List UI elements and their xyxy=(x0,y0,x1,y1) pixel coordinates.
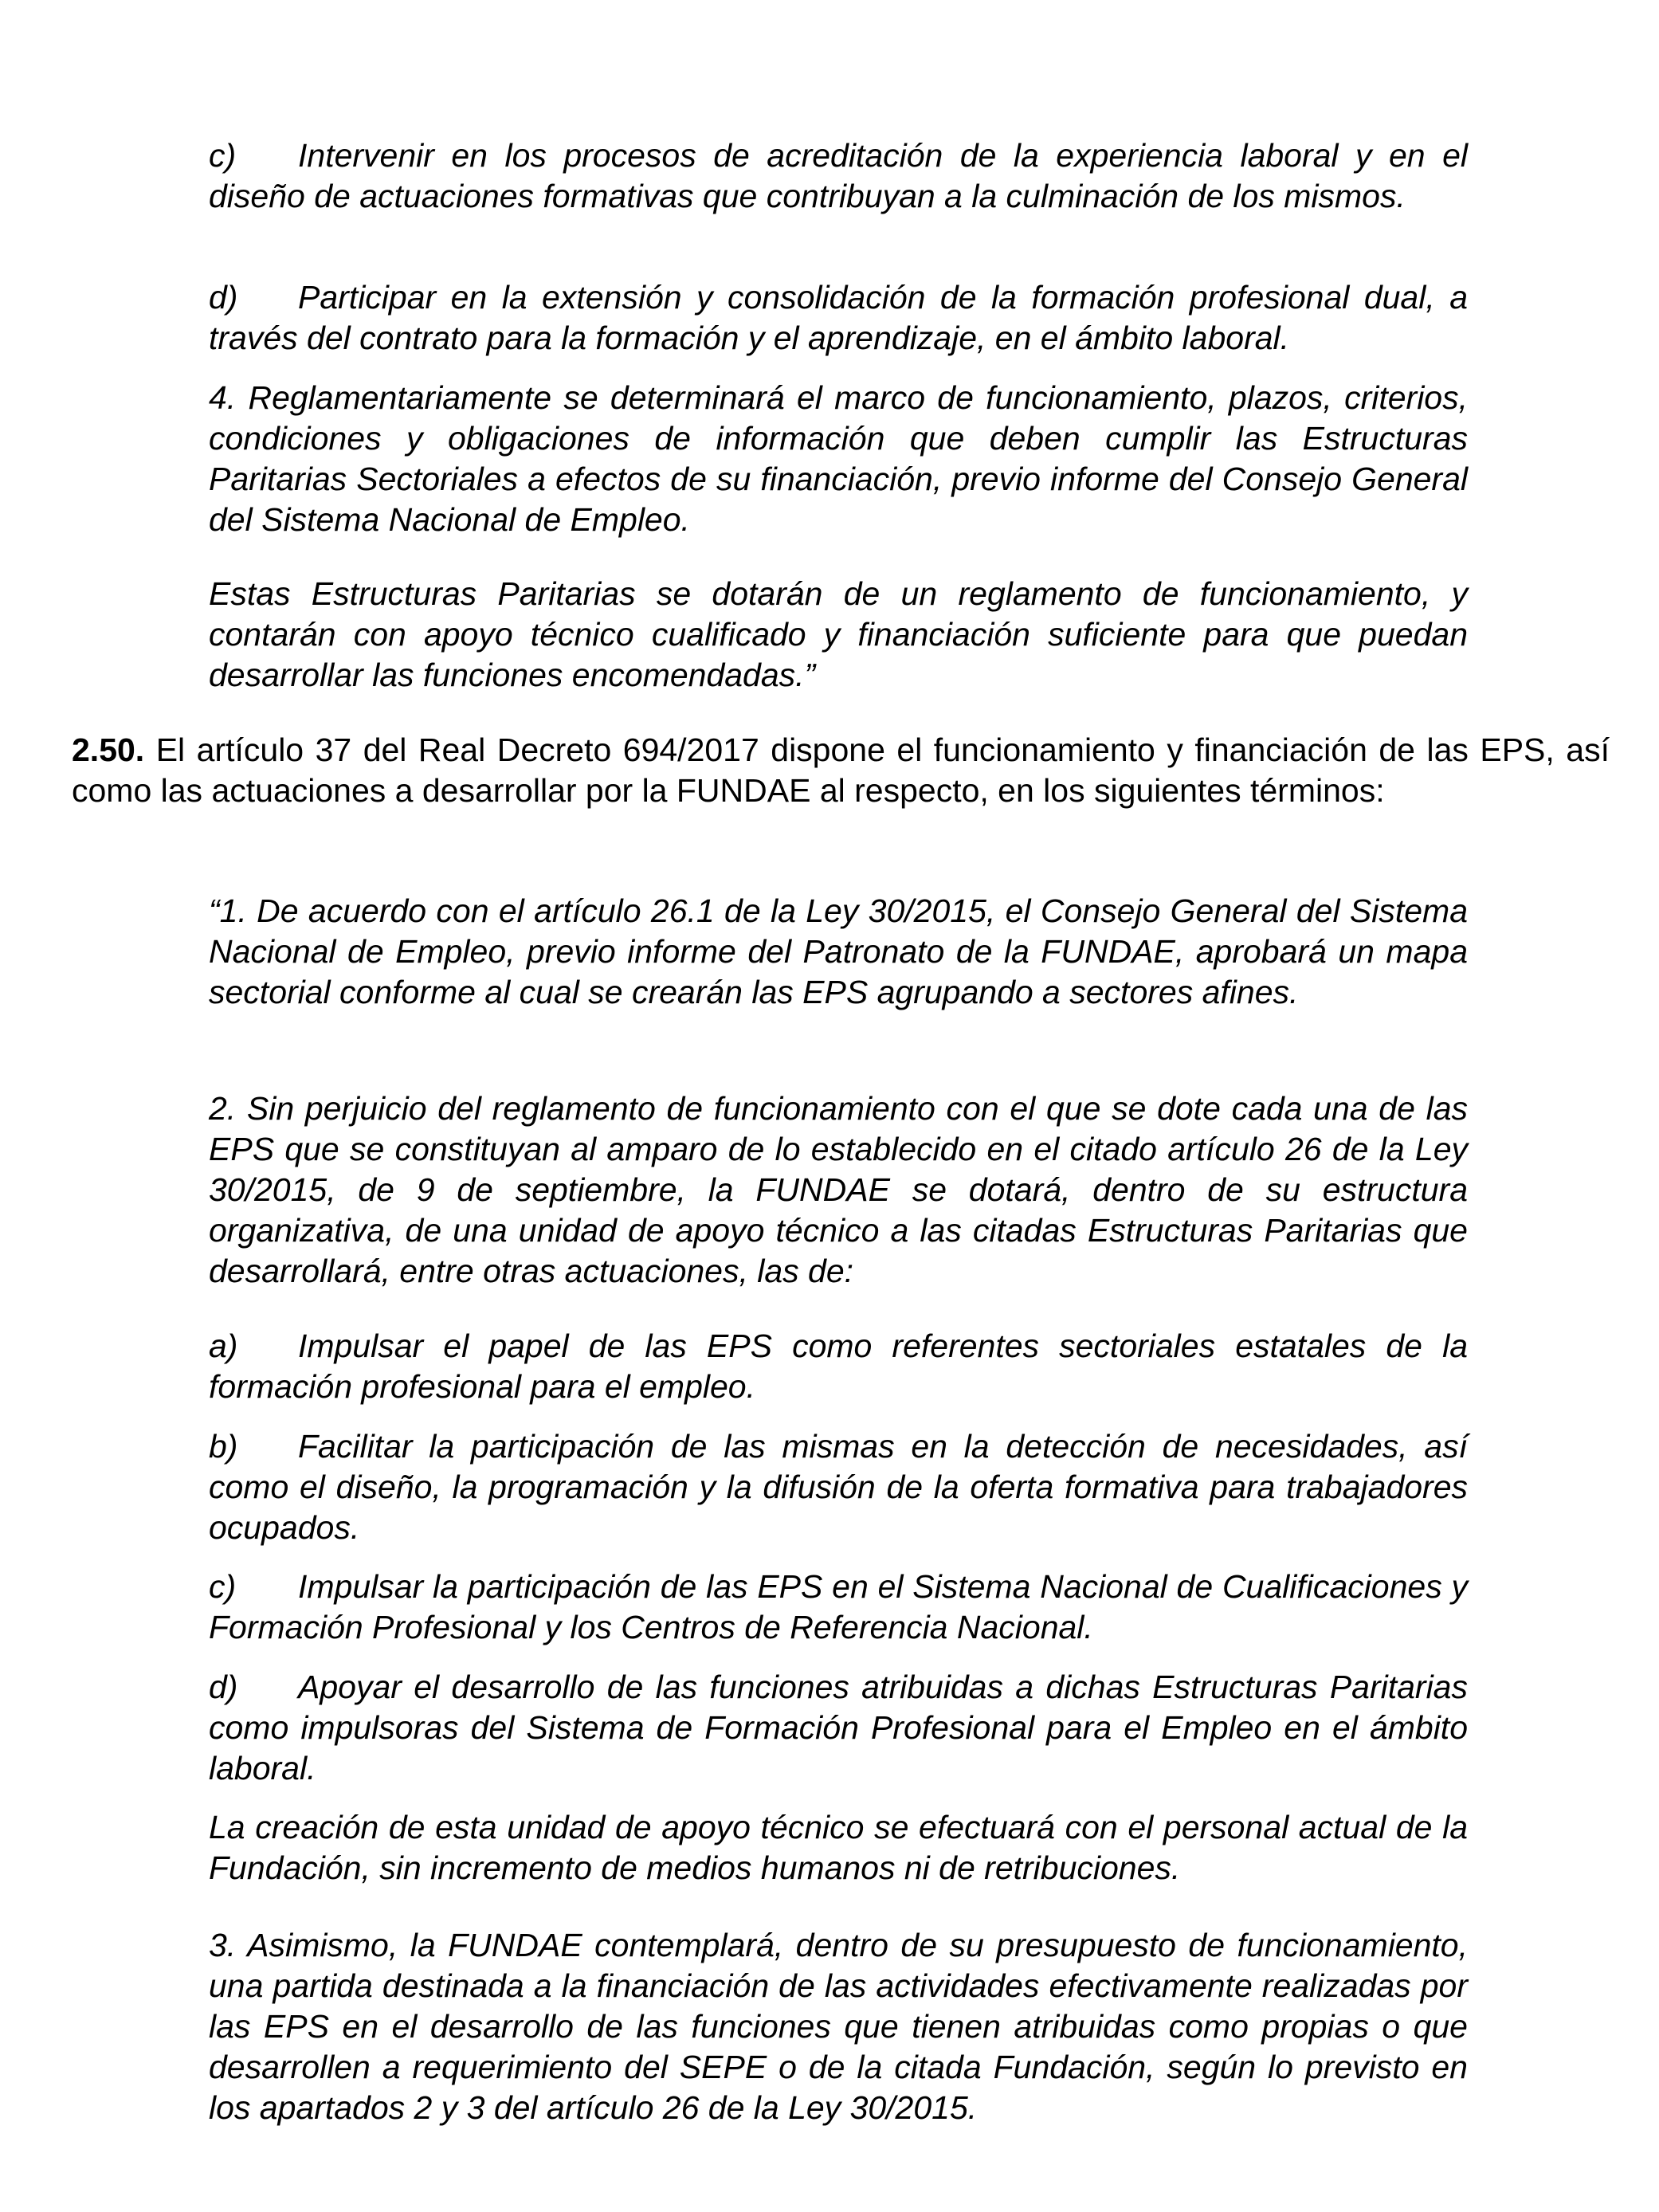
article-point-1: “1. De acuerdo con el artículo 26.1 de la Ley 30/2015, el Consejo General del Sistema Nacional de Empleo, previo informe del Patronato de la FUNDAE, aprobará un mapa sectorial conforme al cual se crearán las EPS agrupando a sectores afines. xyxy=(209,892,1468,1010)
item-text: Participar en la extensión y consolidación de la formación profesional dual, a través del contrato para la formación y el aprendizaje, en el ámbito laboral. xyxy=(209,279,1468,356)
item-text: Facilitar la participación de las mismas en la detección de necesidades, así como el diseño, la programación y la difusión de la oferta formativa para trabajadores ocupados. xyxy=(209,1428,1468,1546)
article-point-3: 3. Asimismo, la FUNDAE contemplará, dentro de su presupuesto de funcionamiento, una partida destinada a la financiación de las actividades efectivamente realizadas por las EPS en el desarrollo de las funciones que tienen atribuidas como propias o que desarrollen a requerimiento del SEPE o de la citada Fundación, según lo previsto en los apartados 2 y 3 del artículo 26 de la Ley 30/2015. xyxy=(209,1927,1468,2126)
quote-item-d xyxy=(209,277,1468,359)
item-label: d) xyxy=(209,279,238,316)
article-item-a xyxy=(209,1326,1468,1407)
item-label: c) xyxy=(209,137,237,174)
paragraph-2-50 xyxy=(72,730,1610,811)
item-label: c) xyxy=(209,1568,237,1605)
article-item-c xyxy=(209,1567,1468,1648)
item-label: d) xyxy=(209,1669,238,1705)
quote-item-c xyxy=(209,135,1468,217)
item-label: a) xyxy=(209,1328,238,1364)
item-text: Intervenir en los procesos de acreditación de la experiencia laboral y en el diseño de actuaciones formativas que contribuyan a la culminación de los mismos. xyxy=(209,137,1468,214)
article-unit-note: La creación de esta unidad de apoyo técnico se efectuará con el personal actual de la Fundación, sin incremento de medios humanos ni de retribuciones. xyxy=(209,1809,1468,1886)
paragraph-number: 2.50. xyxy=(72,731,145,768)
quote-point-4: 4. Reglamentariamente se determinará el marco de funcionamiento, plazos, criterios, condiciones y obligaciones de información que deben cumplir las Estructuras Paritarias Sectoriales a efectos de su financiación, previo informe del Consejo General del Sistema Nacional de Empleo. xyxy=(209,379,1468,538)
article-item-d xyxy=(209,1667,1468,1789)
item-text: Apoyar el desarrollo de las funciones atribuidas a dichas Estructuras Paritarias como impulsoras del Sistema de Formación Profesional para el Empleo en el ámbito laboral. xyxy=(209,1669,1468,1786)
quote-closing: Estas Estructuras Paritarias se dotarán de un reglamento de funcionamiento, y contarán con apoyo técnico cualificado y financiación suficiente para que puedan desarrollar las funciones encomendadas.” xyxy=(209,575,1468,693)
article-item-b xyxy=(209,1426,1468,1548)
item-text: Impulsar el papel de las EPS como referentes sectoriales estatales de la formación profesional para el empleo. xyxy=(209,1328,1468,1405)
article-point-2: 2. Sin perjuicio del reglamento de funcionamiento con el que se dote cada una de las EPS que se constituyan al amparo de lo establecido en el citado artículo 26 de la Ley 30/2015, de 9 de septiembre, la FUNDAE se dotará, dentro de su estructura organizativa, de una unidad de apoyo técnico a las citadas Estructuras Paritarias que desarrollará, entre otras actuaciones, las de: xyxy=(209,1090,1468,1289)
item-text: Impulsar la participación de las EPS en el Sistema Nacional de Cualificaciones y Formación Profesional y los Centros de Referencia Nacional. xyxy=(209,1568,1468,1645)
paragraph-text: El artículo 37 del Real Decreto 694/2017 dispone el funcionamiento y financiación de las EPS, así como las actuaciones a desarrollar por la FUNDAE al respecto, en los siguientes términos: xyxy=(72,731,1610,809)
item-label: b) xyxy=(209,1428,238,1465)
